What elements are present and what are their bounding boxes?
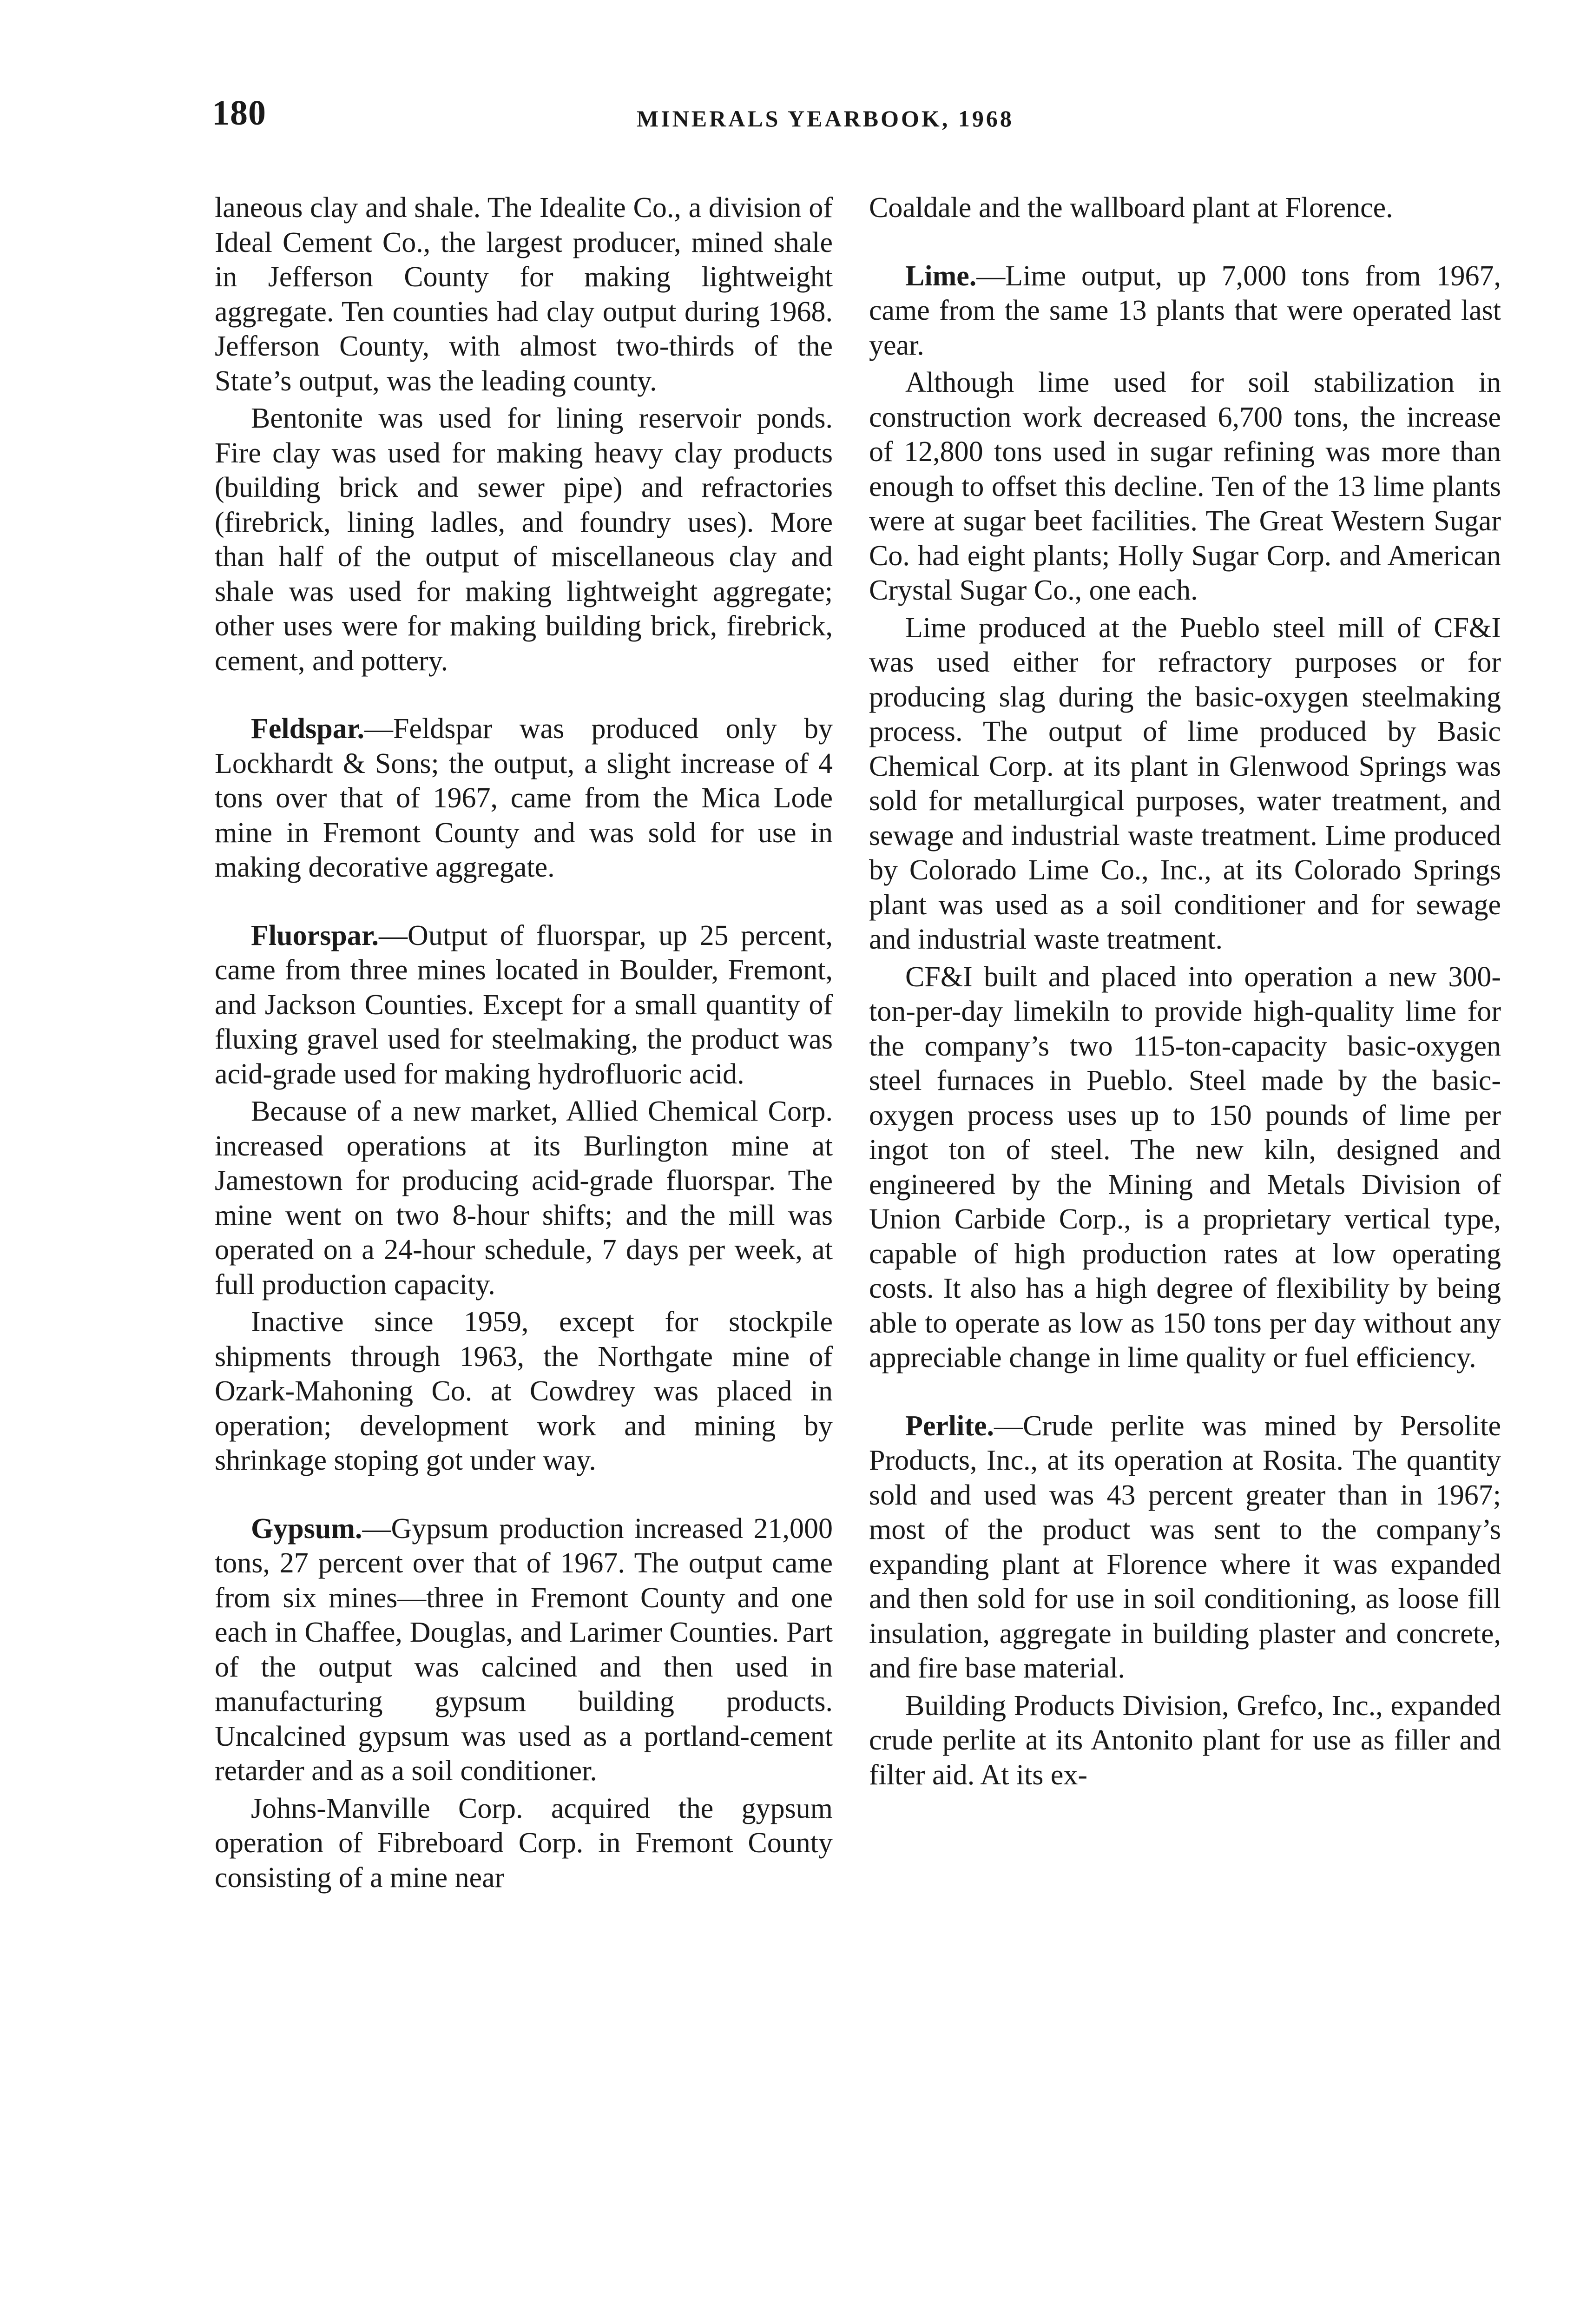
paragraph-coaldale-continued: Coaldale and the wallboard plant at Florence. bbox=[869, 192, 1393, 224]
section-perlite bbox=[869, 1409, 1501, 1686]
left-column bbox=[215, 191, 833, 1895]
gypsum-text: —Gypsum production increased 21,000 tons, 27 percent over that of 1967. The output came from six mines—three in Fremont County and one each in Chaffee, Douglas, and Larimer Counties. Part of the output was calcined and then used in manufacturing gypsum building products. Uncalcined gypsum was used as a portland-cement retarder and as a soil conditioner. bbox=[215, 1512, 833, 1787]
paragraph-johns-manville: Johns-Manville Corp. acquired the gypsum operation of Fibreboard Corp. in Fremont County consisting of a mine near bbox=[215, 1792, 833, 1894]
right-column bbox=[869, 191, 1501, 1792]
paragraph-pueblo-lime: Lime produced at the Pueblo steel mill of CF&I was used either for refractory purposes or for producing slag during the basic-oxygen steelmaking process. The output of lime produced by Basic Chemical Corp. at its plant in Glenwood Springs was sold for metallurgical purposes, water treatment, and sewage and industrial waste treatment. Lime produced by Colorado Lime Co., Inc., at its Colorado Springs plant was used as a soil conditioner and for sewage and industrial waste treatment. bbox=[869, 612, 1501, 955]
paragraph-bentonite: Bentonite was used for lining reservoir ponds. Fire clay was used for making heavy clay products (building brick and sewer pipe) and refractories (firebrick, lining ladles, and foundry uses). More than half of the output of miscellaneous clay and shale was used for making lightweight aggregate; other uses were for making building brick, firebrick, cement, and pottery. bbox=[215, 403, 833, 677]
paragraph-allied-chemical: Because of a new market, Allied Chemical Corp. increased operations at its Burlington mine at Jamestown for producing acid-grade fluorspar. The mine went on two 8-hour shifts; and the mill was operated on a 24-hour schedule, 7 days per week, at full production capacity. bbox=[215, 1096, 833, 1301]
section-feldspar bbox=[215, 712, 833, 885]
heading-gypsum: Gypsum. bbox=[251, 1512, 362, 1545]
heading-feldspar: Feldspar. bbox=[251, 713, 365, 745]
fluorspar-text: —Output of fluorspar, up 25 percent, came from three mines located in Boulder, Fremont, and Jackson Counties. Except for a small quantity of fluxing gravel used for steelmaking, the product was acid-grade used for making hydrofluoric acid. bbox=[215, 919, 833, 1090]
paragraph-soil-stabilization: Although lime used for soil stabilization in construction work decreased 6,700 tons, the increase of 12,800 tons used in sugar refining was more than enough to offset this decline. Ten of the 13 lime plants were at sugar beet facilities. The Great Western Sugar Co. had eight plants; Holly Sugar Corp. and American Crystal Sugar Co., one each. bbox=[869, 367, 1501, 606]
section-fluorspar bbox=[215, 918, 833, 1092]
running-title: MINERALS YEARBOOK, 1968 bbox=[637, 106, 1014, 132]
paragraph-grefco: Building Products Division, Grefco, Inc., expanded crude perlite at its Antonito plant for use as filler and filter aid. At its ex- bbox=[869, 1690, 1501, 1791]
perlite-text: —Crude perlite was mined by Persolite Products, Inc., at its operation at Rosita. The quantity sold and used was 43 percent greater than in 1967; most of the product was sent to the company’s expanding plant at Florence where it was expanded and then sold for use in soil conditioning, as loose fill insulation, aggregate in building plaster and concrete, and fire base material. bbox=[869, 1410, 1501, 1684]
page-number: 180 bbox=[212, 93, 266, 132]
heading-lime: Lime. bbox=[905, 260, 977, 292]
paragraph-clay-continued: laneous clay and shale. The Idealite Co., a division of Ideal Cement Co., the largest producer, mined shale in Jefferson County for making lightweight aggregate. Ten counties had clay output during 1968. Jefferson County, with almost two-thirds of the State’s output, was the leading county. bbox=[215, 192, 833, 397]
section-gypsum bbox=[215, 1512, 833, 1789]
lime-text: —Lime output, up 7,000 tons from 1967, came from the same 13 plants that were operated last year. bbox=[869, 260, 1501, 361]
heading-fluorspar: Fluorspar. bbox=[251, 919, 379, 951]
section-lime bbox=[869, 259, 1501, 363]
paragraph-cfi-limekiln: CF&I built and placed into operation a new 300-ton-per-day limekiln to provide high-quality lime for the company’s two 115-ton-capacity basic-oxygen steel furnaces in Pueblo. Steel made by the basic-oxygen process uses up to 150 pounds of lime per ingot ton of steel. The new kiln, designed and engineered by the Mining and Metals Division of Union Carbide Corp., is a proprietary vertical type, capable of high production rates at low operating costs. It also has a high degree of flexibility by being able to operate as low as 150 tons per day without any appreciable change in lime quality or fuel efficiency. bbox=[869, 961, 1501, 1373]
heading-perlite: Perlite. bbox=[905, 1410, 994, 1442]
feldspar-text: —Feldspar was produced only by Lockhardt & Sons; the output, a slight increase of 4 tons over that of 1967, came from the Mica Lode mine in Fremont County and was sold for use in making decorative aggregate. bbox=[215, 713, 833, 883]
paragraph-northgate: Inactive since 1959, except for stockpile shipments through 1963, the Northgate mine of Ozark-Mahoning Co. at Cowdrey was placed in operation; development work and mining by shrinkage stoping got under way. bbox=[215, 1306, 833, 1476]
